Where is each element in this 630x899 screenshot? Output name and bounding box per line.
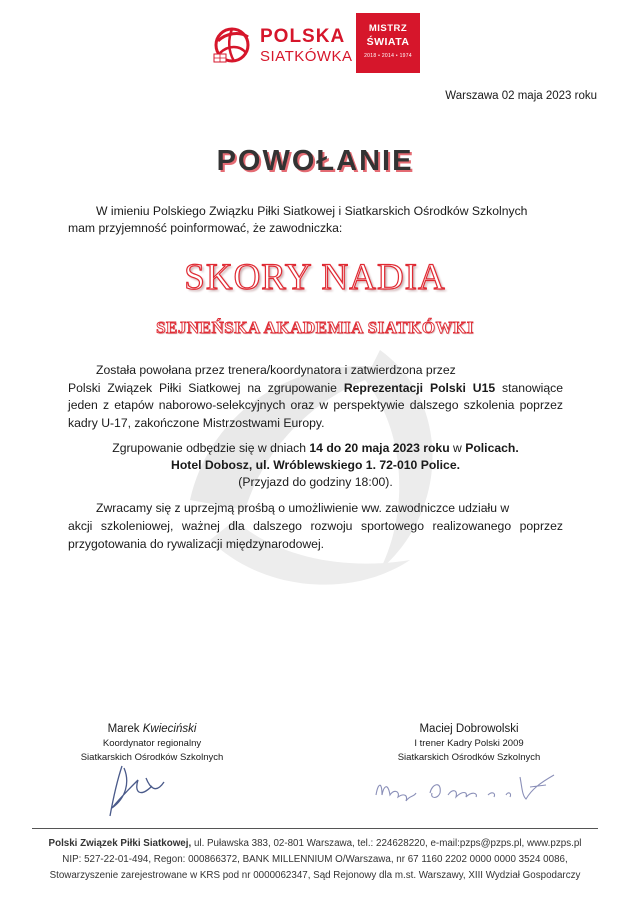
document-date: Warszawa 02 maja 2023 roku (445, 90, 597, 102)
body-p3-rest: akcji szkoleniowej, ważnej dla dalszego rozwoju sportowego realizowanego poprzez przygotowania do rywalizacji międzynarodowej. (68, 519, 563, 551)
header-logo (210, 14, 412, 76)
body-p3-line1: Zwracamy się z uprzejmą prośbą o umożliwienie ww. zawodniczce udziału w (96, 501, 510, 515)
camp-text-b: w (449, 441, 466, 455)
camp-place: Policach. (465, 441, 519, 455)
signer-left-role1: Koordynator regionalny (102, 738, 202, 749)
logo-text-line2: SIATKÓWKA (260, 47, 353, 65)
footer-line1 (0, 836, 630, 852)
signature-right (369, 721, 569, 765)
hotel-address (68, 457, 563, 475)
footer-line2: NIP: 527-22-01-494, Regon: 000866372, BANK MILLENNIUM O/Warszawa, nr 67 1160 2202 0000 0000 3524 0086, (62, 854, 568, 865)
signer-left-role2: Siatkarskich Ośrodków Szkolnych (80, 752, 224, 763)
intro-line1: W imieniu Polskiego Związku Piłki Siatkowej i Siatkarskich Ośrodków Szkolnych (96, 204, 528, 218)
intro-paragraph (68, 203, 583, 237)
body-p1-line1: Została powołana przez trenera/koordynatora i zatwierdzona przez (96, 363, 456, 377)
handwritten-signature-left (100, 758, 170, 820)
champion-badge (356, 13, 420, 73)
camp-dates: 14 do 20 maja 2023 roku (309, 441, 450, 455)
hotel-text: Hotel Dobosz, ul. Wróblewskiego 1. 72-010 Police. (171, 458, 460, 472)
handwritten-signature-right (370, 765, 560, 810)
volleyball-logo-icon (210, 23, 254, 67)
logo-text-line1: POLSKA (260, 25, 346, 47)
footer (0, 836, 630, 884)
body-paragraph-1 (68, 362, 563, 432)
signer-left-name (52, 721, 252, 737)
badge-years: 2018 • 2014 • 1974 (364, 53, 412, 59)
player-name: SKORY NADIA (184, 257, 446, 298)
body-p1-text-c: stanowiące jeden z etapów naborowo-selekcyjnych oraz w perspektywie dalszego szkolenia poprzez kadry U-17, zakończone Mistrzostwami Europy. (68, 380, 564, 430)
badge-line1: MISTRZ (368, 23, 408, 34)
body-paragraph-3 (68, 499, 563, 553)
signer-left-last: Kwieciński (142, 723, 197, 735)
footer-line3: Stowarzyszenie zarejestrowane w KRS pod nr 0000062347, Sąd Rejonowy dla m.st. Warszawy, XIII Wydział Gospodarczy (49, 870, 581, 881)
club-name: SEJNEŃSKA AKADEMIA SIATKÓWKI (156, 318, 474, 337)
badge-line2: ŚWIATA (366, 36, 410, 48)
signer-left-first: Marek (107, 723, 143, 735)
footer-divider (32, 828, 598, 829)
body-p1-rest (68, 380, 563, 433)
document-title: POWOŁANIE (216, 145, 414, 177)
signer-right-name: Maciej Dobrowolski (419, 723, 519, 735)
footer-address: ul. Puławska 383, 02-801 Warszawa, tel.: 224628220, e-mail:pzps@pzps.pl, www.pzps.pl (191, 838, 582, 849)
intro-line2: mam przyjemność poinformować, że zawodniczka: (68, 221, 343, 235)
camp-dates-line (68, 440, 563, 458)
signer-right-role2: Siatkarskich Ośrodków Szkolnych (397, 752, 541, 763)
footer-org: Polski Związek Piłki Siatkowej, (48, 838, 192, 849)
body-p1-text-b: Polski Związek Piłki Siatkowej na zgrupowanie (68, 380, 344, 395)
camp-text-a: Zgrupowanie odbędzie się w dniach (112, 441, 310, 455)
team-name: Reprezentacji Polski U15 (343, 380, 496, 395)
arrival-time: (Przyjazd do godziny 18:00). (238, 475, 393, 489)
signer-right-role1: I trener Kadry Polski 2009 (414, 738, 524, 749)
